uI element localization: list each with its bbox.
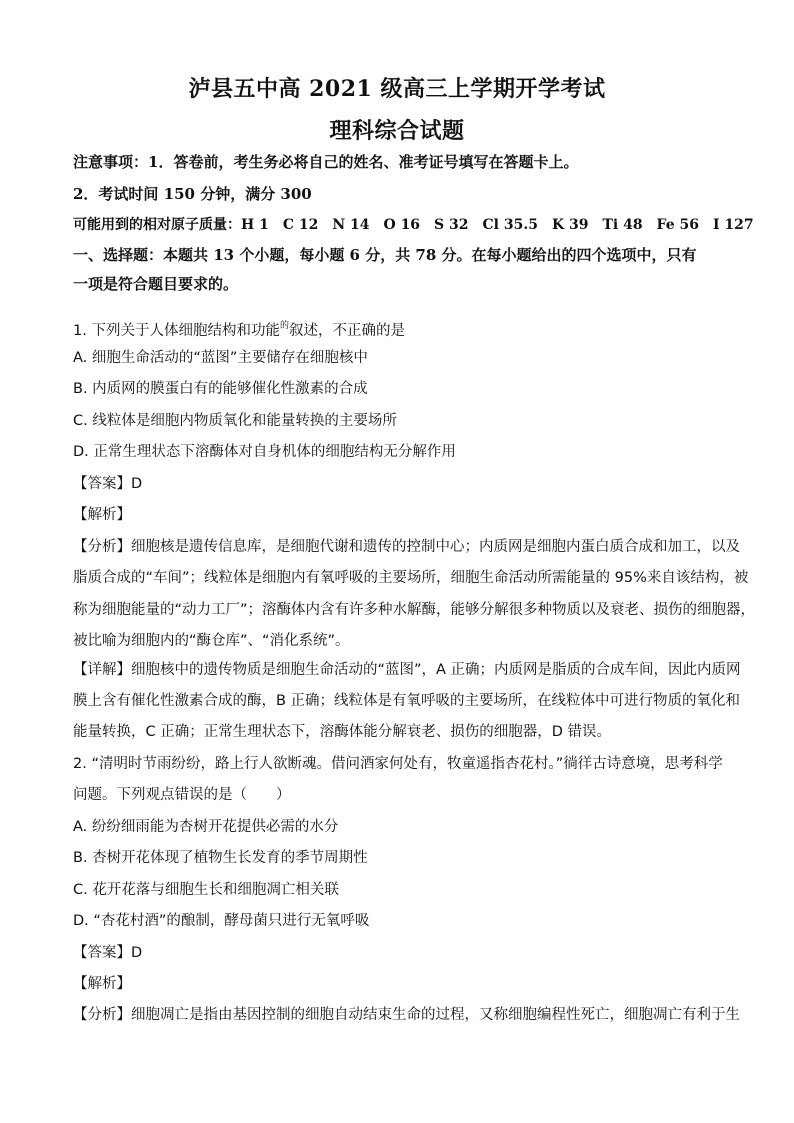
- question-1-analysis-line: 【分析】细胞核是遗传信息库，是细胞代谢和遗传的控制中心；内质网是细胞内蛋白质合成和加工，以及: [73, 539, 740, 555]
- question-1-option-b: B. 内质网的膜蛋白有的能够催化性激素的合成: [73, 381, 368, 397]
- question-2-analysis-line: 【分析】细胞凋亡是指由基因控制的细胞自动结束生命的过程，又称细胞编程性死亡，细胞凋亡有利于生: [73, 1007, 740, 1023]
- question-1-option-a: A. 细胞生命活动的“蓝图”主要储存在细胞核中: [73, 350, 368, 366]
- question-1-analysis-line: 脂质合成的“车间”；线粒体是细胞内有氧呼吸的主要场所，细胞生命活动所需能量的 95%来自该结构，被: [73, 570, 749, 586]
- question-1-answer: 【答案】D: [73, 476, 143, 492]
- section-heading-line-1: 一、选择题：本题共 13 个小题，每小题 6 分，共 78 分。在每小题给出的四个选项中，只有: [73, 246, 697, 264]
- notes-line-1: 注意事项：1．答卷前，考生务必将自己的姓名、准考证号填写在答题卡上。: [73, 153, 579, 171]
- question-2-analysis-heading: 【解析】: [73, 976, 131, 992]
- question-1-stem-end: 叙述，不正确的是: [288, 323, 405, 339]
- question-1-analysis-line: 被比喻为细胞内的“酶仓库”、“消化系统”。: [73, 633, 350, 649]
- question-1-stem-superscript: 的: [279, 321, 289, 331]
- question-2-option-b: B. 杏树开花体现了植物生长发育的季节周期性: [73, 850, 368, 866]
- question-2-option-c: C. 花开花落与细胞生长和细胞凋亡相关联: [73, 882, 339, 898]
- question-2-stem-line: 问题。下列观点错误的是（ ）: [73, 787, 291, 803]
- exam-subtitle: 理科综合试题: [329, 118, 465, 144]
- atomic-mass-line: 可能用到的相对原子质量：H 1 C 12 N 14 O 16 S 32 Cl 35.5 K 39 Ti 48 Fe 56 I 127: [73, 217, 754, 233]
- question-1-analysis-heading: 【解析】: [73, 507, 131, 523]
- question-1-option-c: C. 线粒体是细胞内物质氧化和能量转换的主要场所: [73, 413, 397, 429]
- notes-line-2: 2．考试时间 150 分钟，满分 300: [73, 185, 312, 203]
- question-1-stem-start: 1. 下列关于人体细胞结构和功能: [73, 323, 280, 339]
- exam-title: 泸县五中高 2021 级高三上学期开学考试: [188, 76, 606, 102]
- question-1-stem: [73, 316, 405, 341]
- question-1-option-d: D. 正常生理状态下溶酶体对自身机体的细胞结构无分解作用: [73, 444, 456, 460]
- question-1-detail-line: 膜上含有催化性激素合成的酶，B 正确；线粒体是有氧呼吸的主要场所，在线粒体中可进行物质的氧化和: [73, 693, 741, 709]
- section-heading-line-2: 一项是符合题目要求的。: [73, 275, 239, 293]
- question-1-detail-line: 能量转换，C 正确；正常生理状态下，溶酶体能分解衰老、损伤的细胞器，D 错误。: [73, 724, 612, 740]
- question-2-option-d: D. “杏花村酒”的酿制，酵母菌只进行无氧呼吸: [73, 913, 370, 929]
- question-2-stem-line: 2. “清明时节雨纷纷，路上行人欲断魂。借问酒家何处有，牧童遥指杏花村。”徜徉古诗意境，思考科学: [73, 756, 723, 772]
- question-2-option-a: A. 纷纷细雨能为杏树开花提供必需的水分: [73, 819, 339, 835]
- question-2-answer: 【答案】D: [73, 945, 143, 961]
- question-1-analysis-line: 称为细胞能量的“动力工厂”；溶酶体内含有许多种水解酶，能够分解很多种物质以及衰老、损伤的细胞器，: [73, 602, 756, 618]
- question-1-detail-line: 【详解】细胞核中的遗传物质是细胞生命活动的“蓝图”，A 正确；内质网是脂质的合成车间，因此内质网: [73, 662, 741, 678]
